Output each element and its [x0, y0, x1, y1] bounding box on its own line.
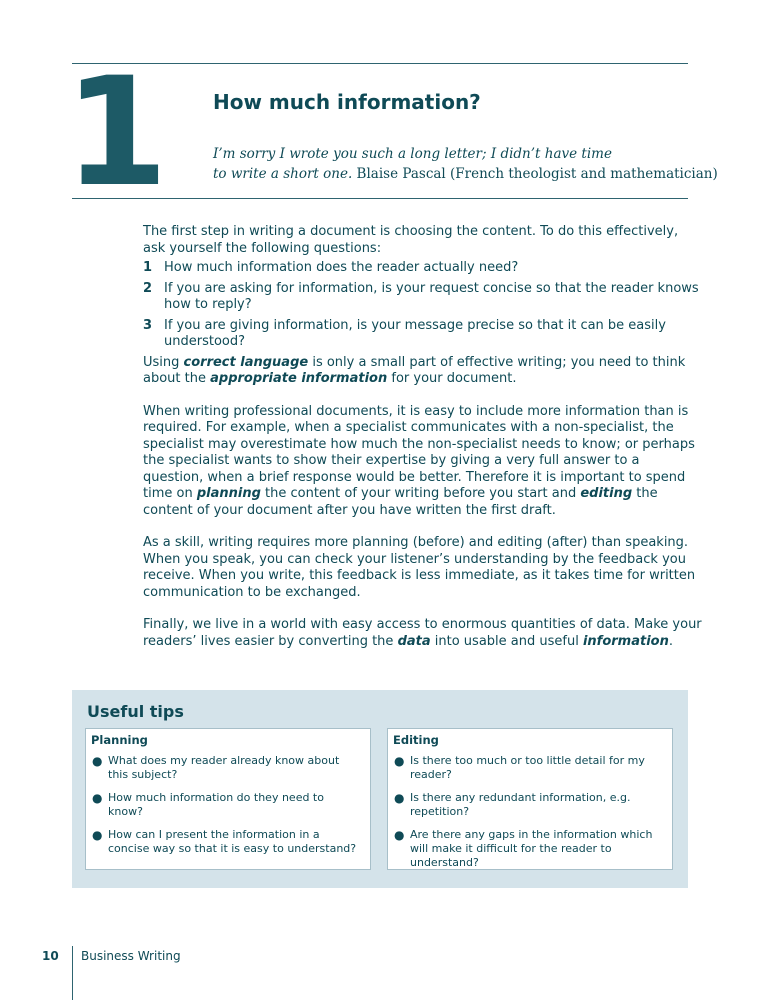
- header-top-rule: [72, 63, 688, 64]
- text-run: When writing professional documents, it is easy to include more information than is required. For example, when a specialist communicates with a non-specialist, the specialist may overestimate how much the non-specialist needs to know; or perhaps the specialist wants to show their expertise by giving a very full answer to a question, when a brief response would be better. Therefore it is important to spend time on: [143, 403, 695, 501]
- bullet-icon: ●: [92, 791, 103, 805]
- emphasis-correct-language: correct language: [183, 354, 309, 370]
- editing-tip: [391, 754, 662, 782]
- question-number: 2: [143, 280, 153, 296]
- editing-list: [391, 754, 662, 870]
- editing-tip: [391, 828, 662, 870]
- planning-list: [89, 754, 360, 856]
- running-title: Business Writing: [81, 949, 181, 963]
- bullet-icon: ●: [394, 791, 405, 805]
- editing-tip-text: Is there too much or too little detail for my reader?: [410, 754, 645, 781]
- bullet-icon: ●: [92, 754, 103, 768]
- emphasis-editing: editing: [580, 486, 633, 501]
- professional-paragraph: [143, 404, 703, 520]
- footer-divider: [72, 946, 73, 1000]
- editing-tips-box: [387, 728, 673, 870]
- page-number: 10: [42, 949, 59, 963]
- epigraph-quote-line1: I’m sorry I wrote you such a long letter; I didn’t have time: [213, 146, 612, 162]
- text-run: is only a small part of effective writing; you need to think about the: [143, 354, 686, 386]
- emphasis-information: information: [582, 633, 669, 649]
- useful-tips-title: Useful tips: [87, 702, 184, 721]
- planning-tip-text: How can I present the information in a concise way so that it is easy to understand?: [108, 828, 357, 855]
- bullet-icon: ●: [394, 828, 405, 842]
- epigraph-quote-line2: to write a short one.: [213, 166, 353, 182]
- question-item: [143, 318, 703, 351]
- text-run: .: [668, 633, 673, 649]
- question-text: If you are giving information, is your message precise so that it can be easily understood?: [164, 317, 666, 349]
- planning-tip-text: What does my reader already know about this subject?: [108, 754, 340, 781]
- question-item: [143, 281, 703, 314]
- text-run: into usable and useful: [430, 633, 583, 649]
- planning-tip: [89, 754, 360, 782]
- question-item: [143, 260, 703, 277]
- main-text: [143, 224, 703, 650]
- text-run: Finally, we live in a world with easy access to enormous quantities of data. Make your readers’ lives easier by converting the: [143, 617, 702, 649]
- planning-tips-box: [85, 728, 371, 870]
- emphasis-data: data: [397, 633, 431, 649]
- question-number: 1: [143, 260, 153, 275]
- chapter-number: 1: [64, 46, 163, 220]
- text-run: for your document.: [387, 371, 517, 386]
- planning-tip-text: How much information do they need to know?: [108, 791, 324, 818]
- editing-tip-text: Are there any gaps in the information which will make it difficult for the reader to understand?: [410, 828, 653, 869]
- epigraph-attribution: Blaise Pascal (French theologist and mathematician): [356, 166, 718, 182]
- editing-heading: Editing: [393, 733, 439, 747]
- question-number: 3: [143, 317, 153, 333]
- editing-tip: [391, 791, 662, 819]
- question-text: If you are asking for information, is your request concise so that the reader knows how to reply?: [164, 280, 699, 312]
- emphasis-planning: planning: [196, 486, 261, 501]
- emphasis-appropriate-information: appropriate information: [210, 371, 388, 386]
- editing-tip-text: Is there any redundant information, e.g. repetition?: [410, 791, 631, 818]
- planning-tip: [89, 828, 360, 856]
- finally-paragraph: [143, 617, 703, 650]
- useful-tips-panel: [72, 690, 688, 888]
- epigraph: [213, 144, 718, 184]
- intro-paragraph: The first step in writing a document is choosing the content. To do this effectively, ask yourself the following questions:: [143, 224, 679, 256]
- text-run: the content of your document after you have written the first draft.: [143, 486, 658, 518]
- bullet-icon: ●: [394, 754, 405, 768]
- text-run: the content of your writing before you start and: [260, 486, 581, 501]
- planning-heading: Planning: [91, 733, 148, 747]
- using-paragraph: [143, 355, 703, 388]
- question-text: How much information does the reader actually need?: [164, 260, 519, 275]
- question-list: [143, 260, 703, 351]
- text-run: Using: [143, 354, 184, 370]
- skill-paragraph: As a skill, writing requires more planning (before) and editing (after) than speaking. When you speak, you can check your listener’s understanding by the feedback you receive. When you write, this feedback is less immediate, as it takes time for written communication to be exchanged.: [143, 535, 696, 600]
- planning-tip: [89, 791, 360, 819]
- chapter-title: How much information?: [213, 90, 481, 114]
- header-bottom-rule: [72, 198, 688, 199]
- bullet-icon: ●: [92, 828, 103, 842]
